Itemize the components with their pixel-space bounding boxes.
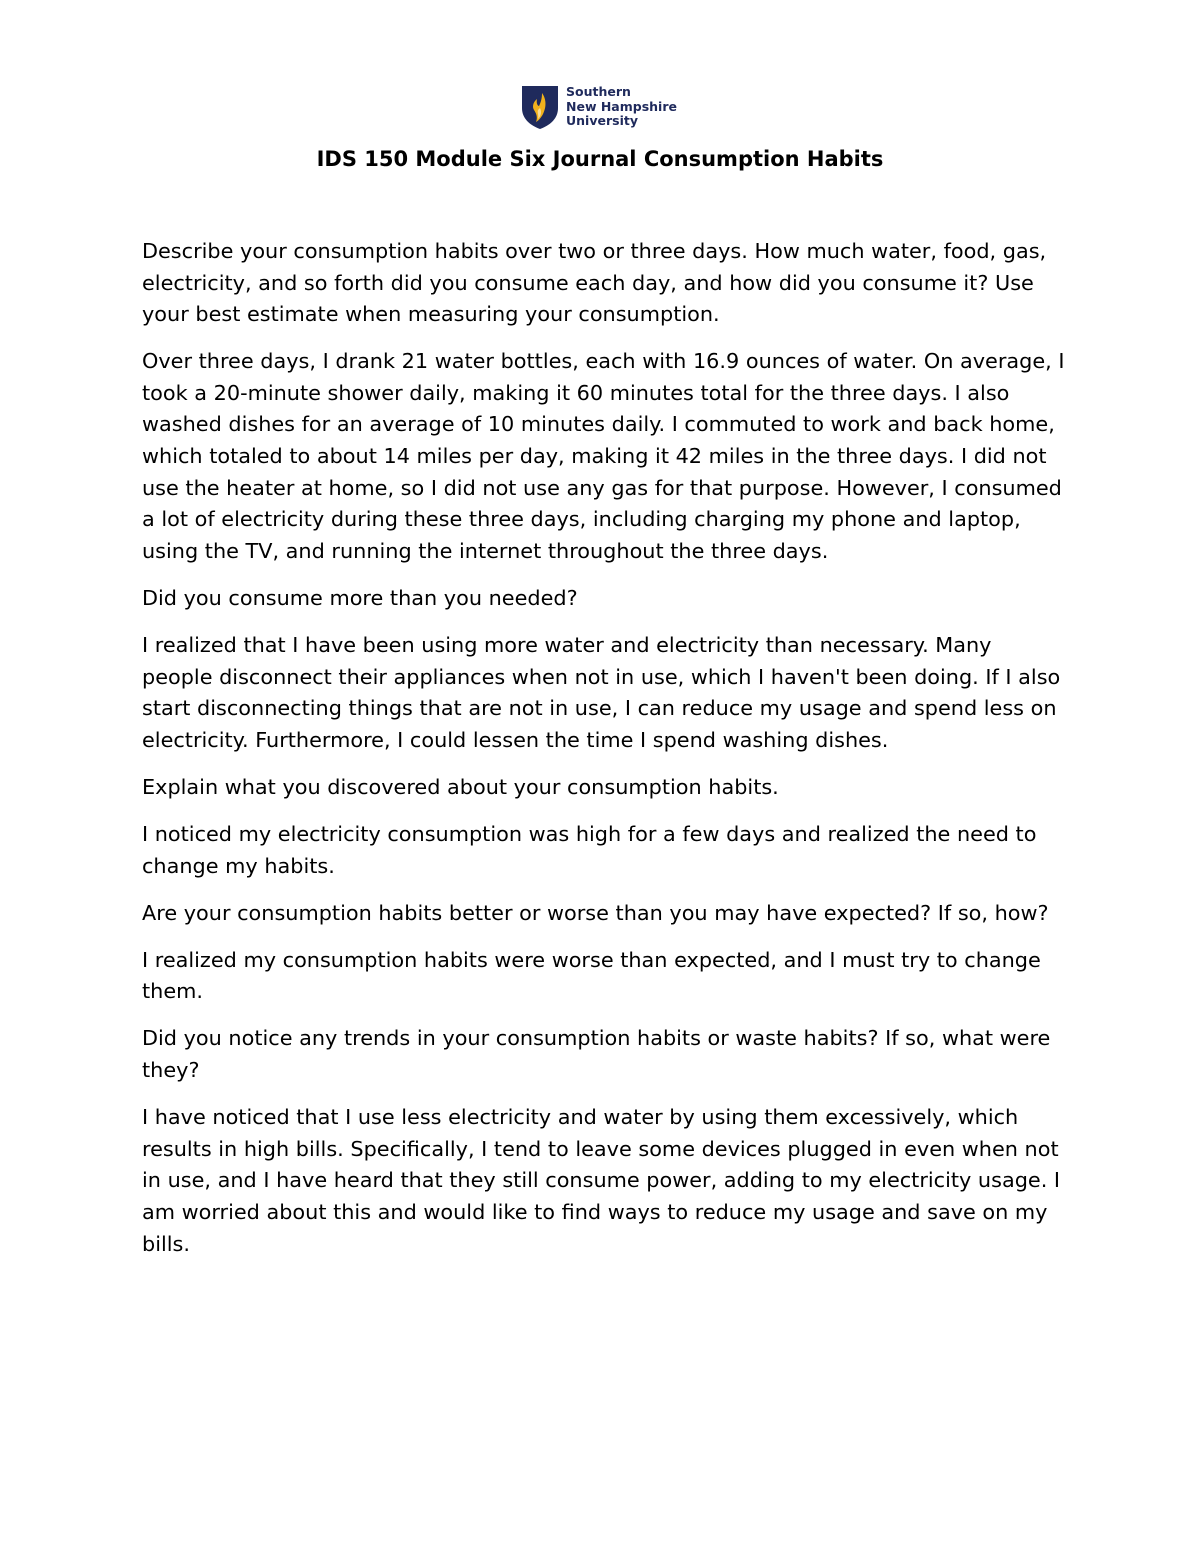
shield-flame-icon: [520, 84, 560, 130]
logo-wordmark: [566, 85, 677, 129]
response-paragraph: I have noticed that I use less electricity and water by using them excessively, which results in high bills. Specifically, I tend to leave some devices plugged in even when not in use, and I have heard that they still consume power, adding to my electricity usage. I am worried about this and would like to find ways to reduce my usage and save on my bills.: [142, 1105, 1061, 1256]
logo-line-3: University: [566, 113, 638, 129]
response-paragraph: I realized my consumption habits were worse than expected, and I must try to change them.: [142, 947, 1041, 1004]
response-paragraph: Over three days, I drank 21 water bottles, each with 16.9 ounces of water. On average, I took a 20-minute shower daily, making it 60 minutes total for the three days. I also washed dishes for an average of 10 minutes daily. I commuted to work and back home, which totaled to about 14 miles per day, making it 42 miles in the three days. I did not use the heater at home, so I did not use any gas for that purpose. However, I consumed a lot of electricity during these three days, including charging my phone and laptop, using the TV, and running the internet throughout the three days.: [142, 349, 1065, 563]
prompt-paragraph: Are your consumption habits better or worse than you may have expected? If so, how?: [142, 900, 1049, 925]
prompt-paragraph: Did you notice any trends in your consumption habits or waste habits? If so, what were they?: [142, 1026, 1051, 1083]
prompt-paragraph: Explain what you discovered about your consumption habits.: [142, 774, 779, 799]
response-paragraph: I realized that I have been using more water and electricity than necessary. Many people disconnect their appliances when not in use, which I haven't been doing. If I also start disconnecting things that are not in use, I can reduce my usage and spend less on electricity. Furthermore, I could lessen the time I spend washing dishes.: [142, 633, 1061, 752]
prompt-paragraph: Did you consume more than you needed?: [142, 585, 578, 610]
snhu-logo: [520, 84, 677, 130]
document-title: IDS 150 Module Six Journal Consumption Habits: [316, 147, 884, 171]
prompt-paragraph: Describe your consumption habits over two or three days. How much water, food, gas, electricity, and so forth did you consume each day, and how did you consume it? Use your best estimate when measuring your consumption.: [142, 239, 1047, 327]
logo-line-2: New Hampshire: [566, 98, 677, 114]
document-body: [142, 236, 1067, 1276]
logo-line-1: Southern: [566, 84, 631, 100]
response-paragraph: I noticed my electricity consumption was high for a few days and realized the need to change my habits.: [142, 822, 1037, 878]
